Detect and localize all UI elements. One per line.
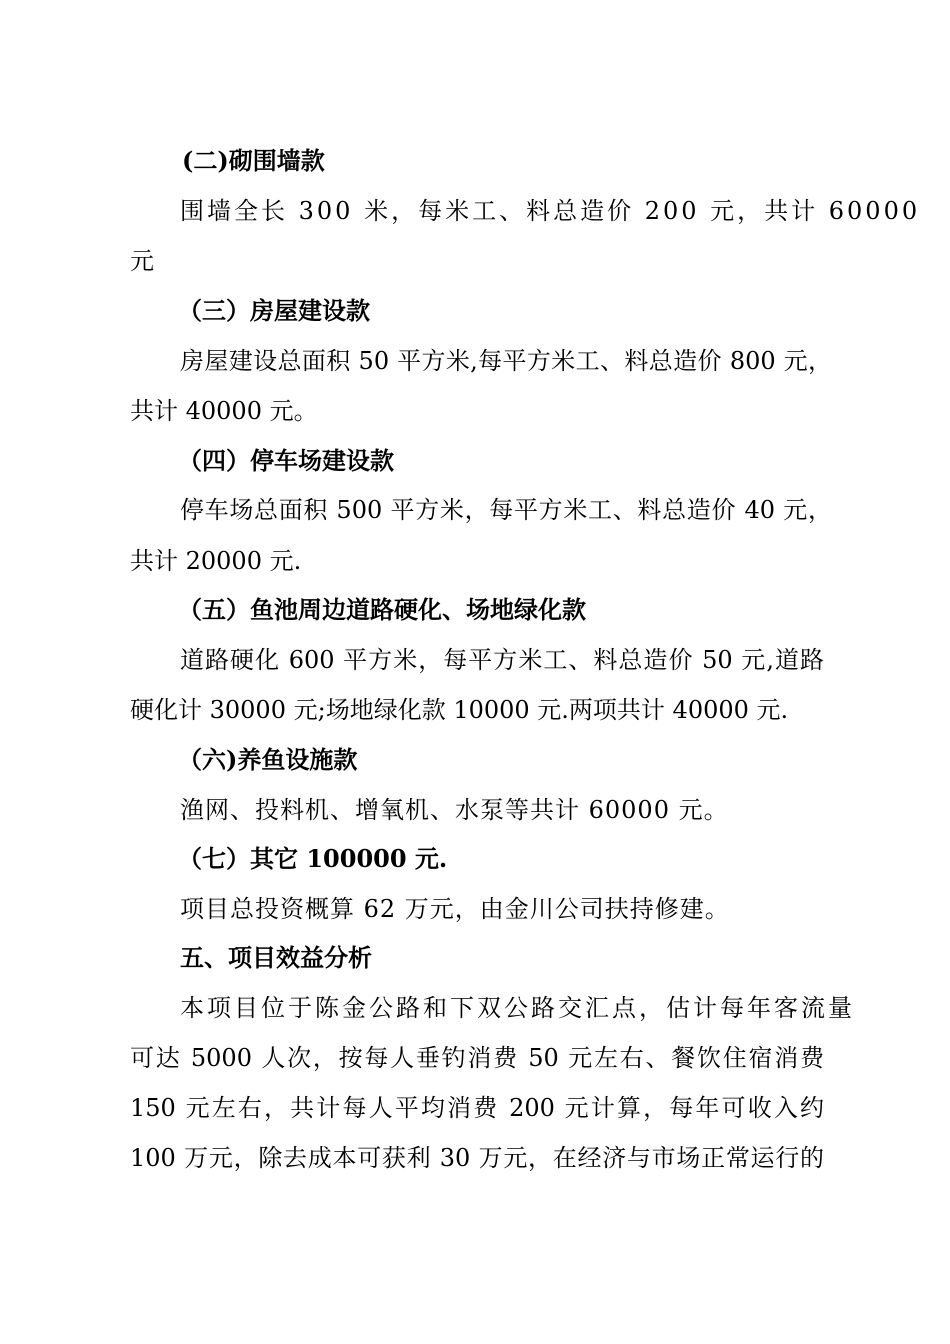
paragraph-line: 共计 40000 元。 — [130, 397, 318, 425]
section-heading-6: （六)养鱼设施款 — [178, 745, 358, 774]
section-heading-3: （三）房屋建设款 — [178, 296, 370, 325]
paragraph-line: 可达 5000 人次，按每人垂钓消费 50 元左右、餐饮住宿消费 — [130, 1044, 824, 1072]
paragraph-line: 围墙全长 300 米，每米工、料总造价 200 元，共计 60000 — [180, 197, 921, 225]
section-heading-4: （四）停车场建设款 — [178, 446, 394, 475]
paragraph-line: 本项目位于陈金公路和下双公路交汇点，估计每年客流量 — [180, 994, 855, 1022]
paragraph-line: 共计 20000 元. — [130, 547, 302, 575]
paragraph-line: 房屋建设总面积 50 平方米,每平方米工、料总造价 800 元， — [180, 347, 832, 375]
paragraph-line: 停车场总面积 500 平方米，每平方米工、料总造价 40 元， — [180, 496, 832, 524]
section-heading-2: (二)砌围墙款 — [182, 146, 325, 175]
paragraph-line: 硬化计 30000 元;场地绿化款 10000 元.两项共计 40000 元. — [130, 696, 789, 724]
paragraph-line: 渔网、投料机、增氧机、水泵等共计 60000 元。 — [180, 796, 729, 824]
paragraph-line: 150 元左右，共计每人平均消费 200 元计算，每年可收入约 — [130, 1094, 824, 1122]
paragraph-line: 道路硬化 600 平方米，每平方米工、料总造价 50 元,道路 — [180, 646, 824, 674]
paragraph-line: 100 万元，除去成本可获利 30 万元，在经济与市场正常运行的 — [130, 1144, 824, 1172]
paragraph-line: 元 — [130, 247, 154, 275]
section-heading-benefit: 五、项目效益分析 — [180, 943, 372, 972]
section-heading-5: （五）鱼池周边道路硬化、场地绿化款 — [178, 595, 586, 624]
section-heading-7: （七）其它 100000 元. — [178, 844, 448, 873]
paragraph-line: 项目总投资概算 62 万元，由金川公司扶持修建。 — [180, 895, 730, 923]
